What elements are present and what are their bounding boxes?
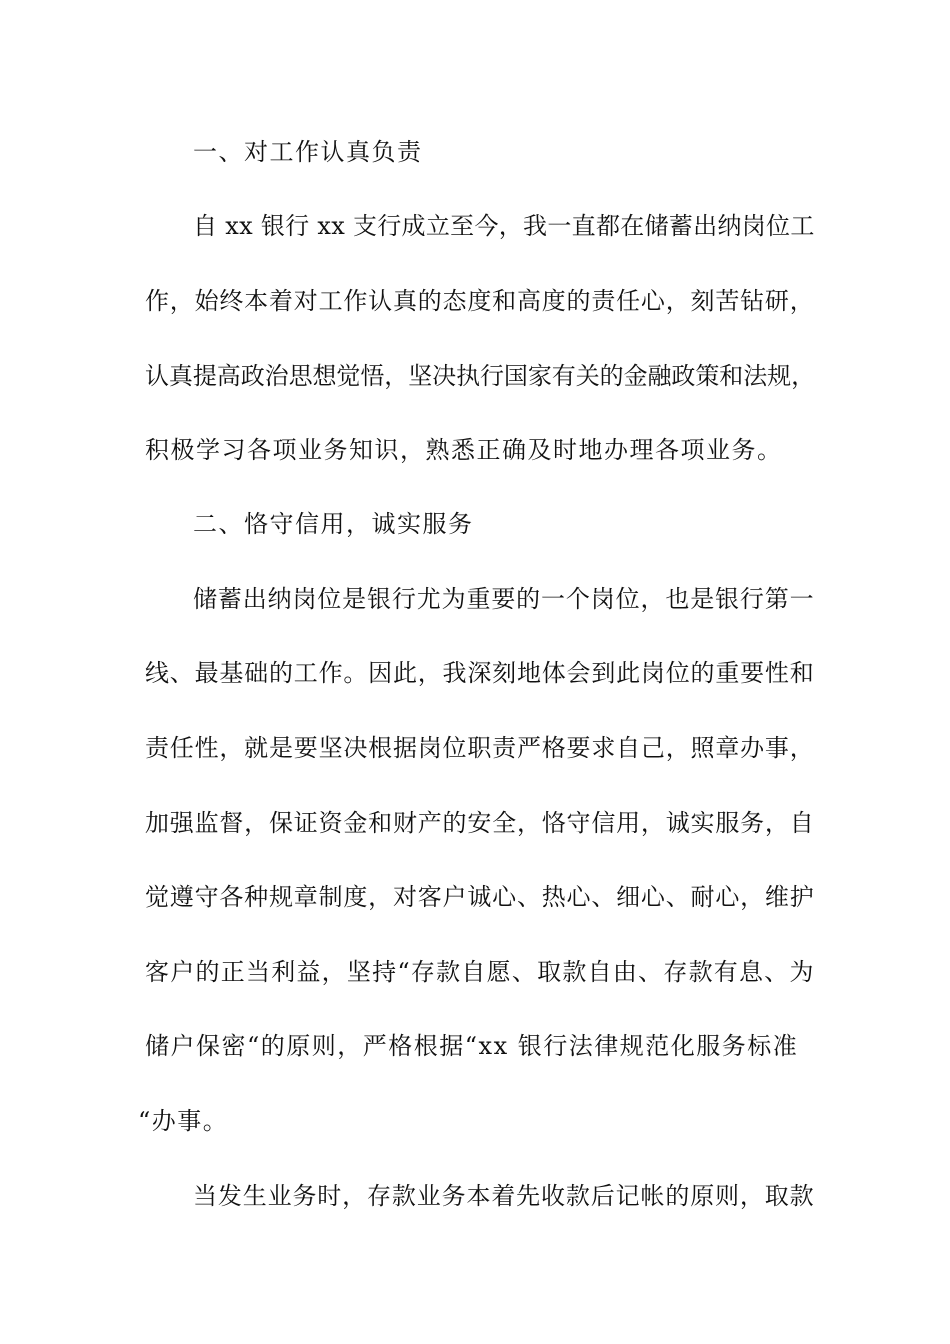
paragraph-line: 加强监督，保证资金和财产的安全，恪守信用，诚实服务，自 <box>145 809 815 837</box>
section-heading-1: 一、对工作认真负责 <box>193 138 423 166</box>
paragraph-line: 客户的正当利益，坚持“存款自愿、取款自由、存款有息、为 <box>145 958 815 986</box>
section-heading-2: 二、恪守信用，诚实服务 <box>193 510 474 538</box>
paragraph-line: “办事。 <box>138 1107 229 1135</box>
paragraph-line: 责任性，就是要坚决根据岗位职责严格要求自己，照章办事， <box>145 734 815 762</box>
paragraph-line: 储蓄出纳岗位是银行尤为重要的一个岗位，也是银行第一 <box>193 585 815 613</box>
paragraph-line: 自 xx 银行 xx 支行成立至今，我一直都在储蓄出纳岗位工 <box>193 212 815 240</box>
paragraph-line: 认真提高政治思想觉悟，坚决执行国家有关的金融政策和法规， <box>145 362 815 390</box>
paragraph-line: 当发生业务时，存款业务本着先收款后记帐的原则，取款 <box>193 1182 815 1210</box>
paragraph-line: 觉遵守各种规章制度，对客户诚心、热心、细心、耐心，维护 <box>145 883 815 911</box>
paragraph-line: 作，始终本着对工作认真的态度和高度的责任心，刻苦钻研， <box>145 287 815 315</box>
paragraph-line: 积极学习各项业务知识，熟悉正确及时地办理各项业务。 <box>145 436 783 464</box>
paragraph-line: 储户保密“的原则，严格根据“xx 银行法律规范化服务标准 <box>145 1032 799 1060</box>
paragraph-line: 线、最基础的工作。因此，我深刻地体会到此岗位的重要性和 <box>145 659 815 687</box>
